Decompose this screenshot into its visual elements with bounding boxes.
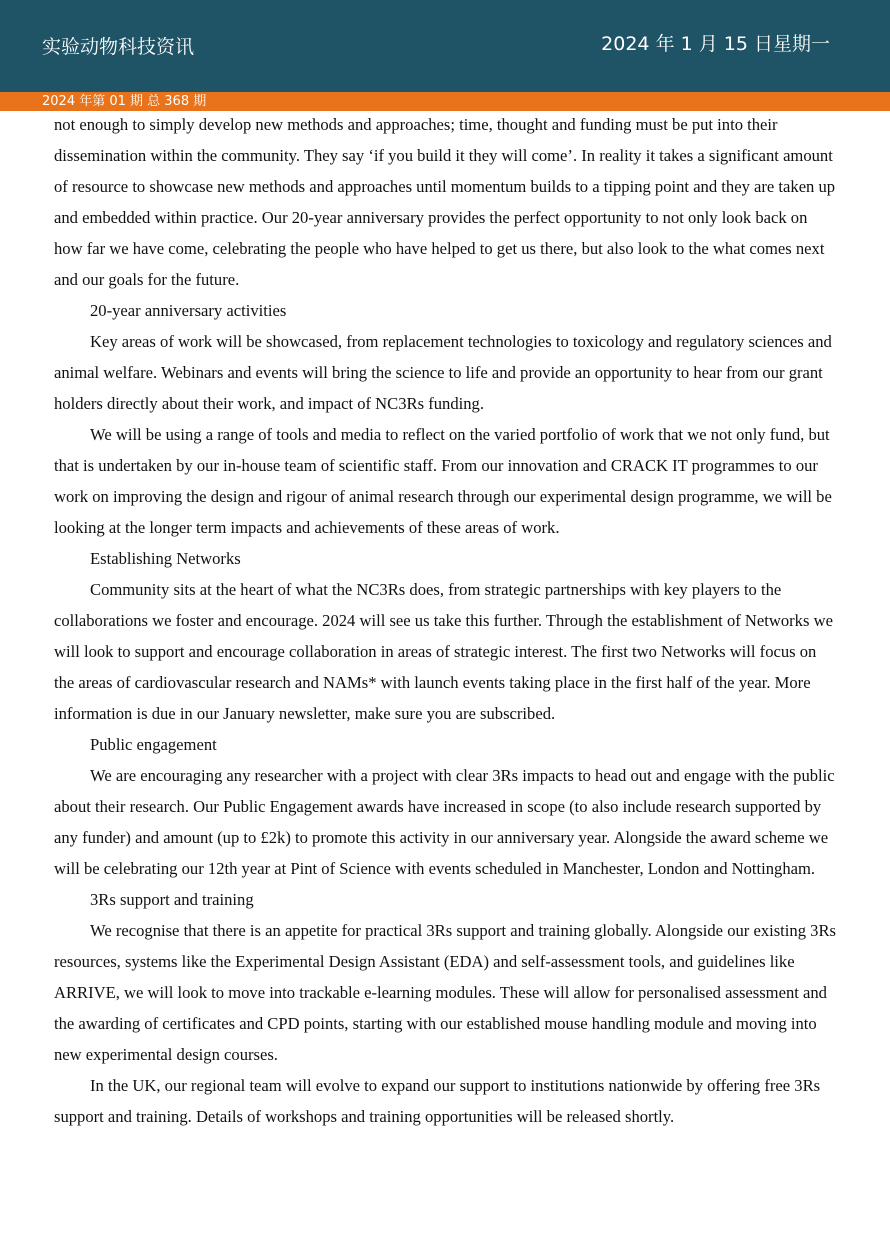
article-paragraph: Community sits at the heart of what the NC3Rs does, from strategic partnerships with key players to the collaborations we foster and encourage. 2024 will see us take this further. Through the establishment of Networks we will look to support and encourage collaboration in areas of strategic interest. The first two Networks will focus on the areas of cardiovascular research and NAMs* with launch events taking place in the first half of the year. More information is due in our January newsletter, make sure you are subscribed.: [54, 580, 833, 723]
article-paragraph: We will be using a range of tools and media to reflect on the varied portfolio of work that we not only fund, but that is undertaken by our in-house team of scientific staff. From our innovation and CRACK IT programmes to our work on improving the design and rigour of animal research through our experimental design programme, we will be looking at the longer term impacts and achievements of these areas of work.: [54, 425, 832, 537]
newsletter-title: 实验动物科技资讯: [42, 36, 195, 58]
article-paragraph: not enough to simply develop new methods and approaches; time, thought and funding must be put into their dissemination within the community. They say ‘if you build it they will come’. In reality it takes a significant amount of resource to showcase new methods and approaches until momentum builds to a tipping point and they are taken up and embedded within practice. Our 20-year anniversary provides the perfect opportunity to not only look back on how far we have come, celebrating the people who have helped to get us there, but also look to the what comes next and our goals for the future.: [54, 115, 836, 289]
article-paragraph: Key areas of work will be showcased, from replacement technologies to toxicology and regulatory sciences and animal welfare. Webinars and events will bring the science to life and provide an opportunity to hear from our grant holders directly about their work, and impact of NC3Rs funding.: [54, 332, 832, 413]
section-heading: 3Rs support and training: [90, 890, 254, 909]
article-paragraph: In the UK, our regional team will evolve to expand our support to institutions nationwide by offering free 3Rs support and training. Details of workshops and training opportunities will be released shortly.: [54, 1076, 821, 1126]
section-heading: Establishing Networks: [90, 549, 241, 568]
issue-number: 2024 年第 01 期 总 368 期: [42, 94, 207, 109]
article-paragraph: We are encouraging any researcher with a project with clear 3Rs impacts to head out and engage with the public about their research. Our Public Engagement awards have increased in scope (to also include research supported by any funder) and amount (up to £2k) to promote this activity in our anniversary year. Alongside the award scheme we will be celebrating our 12th year at Pint of Science with events scheduled in Manchester, London and Nottingham.: [54, 766, 835, 878]
article-paragraph: We recognise that there is an appetite for practical 3Rs support and training globally. Alongside our existing 3Rs resources, systems like the Experimental Design Assistant (EDA) and self-assessment tools, and guidelines like ARRIVE, we will look to move into trackable e-learning modules. These will allow for personalised assessment and the awarding of certificates and CPD points, starting with our established mouse handling module and moving into new experimental design courses.: [54, 921, 836, 1064]
section-heading: Public engagement: [90, 735, 217, 754]
issue-date: 2024 年 1 月 15 日星期一: [601, 33, 830, 55]
header-bar: [0, 0, 890, 92]
article-body: [54, 109, 838, 1132]
section-heading: 20-year anniversary activities: [90, 301, 287, 320]
